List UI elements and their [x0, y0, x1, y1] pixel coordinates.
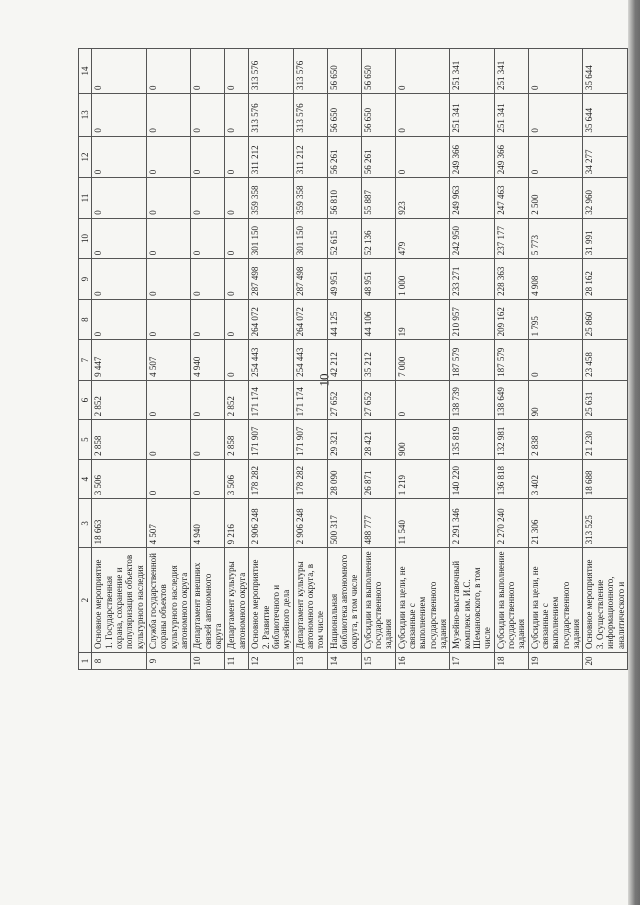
value-cell: 251 341 — [494, 49, 528, 94]
value-cell: 0 — [92, 136, 147, 178]
row-number: 8 — [92, 652, 147, 669]
row-number: 20 — [583, 652, 627, 669]
value-cell: 237 177 — [494, 218, 528, 259]
value-cell: 90 — [528, 380, 583, 419]
value-cell: 313 576 — [293, 93, 327, 136]
value-cell: 0 — [147, 218, 191, 259]
value-cell: 264 072 — [293, 299, 327, 340]
value-cell: 29 321 — [327, 420, 361, 459]
value-cell: 249 963 — [450, 178, 494, 219]
value-cell: 140 220 — [450, 459, 494, 498]
table-row — [147, 49, 191, 670]
value-cell: 27 652 — [361, 380, 395, 419]
value-cell: 2 906 248 — [293, 499, 327, 548]
column-header: 3 — [79, 499, 92, 548]
value-cell: 138 739 — [450, 380, 494, 419]
value-cell: 28 162 — [583, 259, 627, 300]
value-cell: 21 306 — [528, 499, 583, 548]
value-cell: 0 — [147, 259, 191, 300]
value-cell: 0 — [225, 93, 249, 136]
value-cell: 0 — [528, 93, 583, 136]
column-header: 8 — [79, 299, 92, 340]
table-row — [583, 49, 627, 670]
value-cell: 0 — [528, 136, 583, 178]
value-cell: 0 — [395, 93, 450, 136]
table-row — [293, 49, 327, 670]
value-cell: 132 981 — [494, 420, 528, 459]
value-cell: 171 174 — [249, 380, 293, 419]
value-cell: 0 — [92, 49, 147, 94]
value-cell: 4 940 — [191, 499, 225, 548]
value-cell: 2 500 — [528, 178, 583, 219]
value-cell: 359 358 — [293, 178, 327, 219]
value-cell: 313 525 — [583, 499, 627, 548]
value-cell: 52 136 — [361, 218, 395, 259]
row-name: Департамент культуры автономного округа, в том числе — [293, 548, 327, 653]
value-cell: 56 650 — [327, 93, 361, 136]
value-cell: 0 — [147, 49, 191, 94]
value-cell: 0 — [191, 178, 225, 219]
column-header: 9 — [79, 259, 92, 300]
row-name: Основное мероприятие 2. Развитие библиотечного и музейного дела — [249, 548, 293, 653]
value-cell: 56 261 — [327, 136, 361, 178]
value-cell: 251 341 — [450, 49, 494, 94]
value-cell: 0 — [147, 93, 191, 136]
column-header: 14 — [79, 49, 92, 94]
value-cell: 0 — [92, 299, 147, 340]
row-name: Субсидии на цели, не связанные с выполнением государственного задания — [528, 548, 583, 653]
value-cell: 4 507 — [147, 340, 191, 381]
value-cell: 56 810 — [327, 178, 361, 219]
column-header: 13 — [79, 93, 92, 136]
value-cell: 178 282 — [249, 459, 293, 498]
value-cell: 178 282 — [293, 459, 327, 498]
value-cell: 42 212 — [327, 340, 361, 381]
value-cell: 187 579 — [494, 340, 528, 381]
value-cell: 35 212 — [361, 340, 395, 381]
row-number: 17 — [450, 652, 494, 669]
value-cell: 138 649 — [494, 380, 528, 419]
value-cell: 171 907 — [293, 420, 327, 459]
value-cell: 56 261 — [361, 136, 395, 178]
value-cell: 0 — [225, 218, 249, 259]
value-cell: 3 402 — [528, 459, 583, 498]
value-cell: 0 — [92, 93, 147, 136]
value-cell: 264 072 — [249, 299, 293, 340]
value-cell: 2 291 346 — [450, 499, 494, 548]
value-cell: 1 795 — [528, 299, 583, 340]
value-cell: 3 506 — [92, 459, 147, 498]
value-cell: 2 906 248 — [249, 499, 293, 548]
value-cell: 49 951 — [327, 259, 361, 300]
column-header: 11 — [79, 178, 92, 219]
table-viewport — [78, 48, 626, 670]
value-cell: 35 644 — [583, 49, 627, 94]
value-cell: 287 498 — [249, 259, 293, 300]
value-cell: 32 960 — [583, 178, 627, 219]
value-cell: 209 162 — [494, 299, 528, 340]
row-name: Департамент культуры автономного округа — [225, 548, 249, 653]
row-name: Субсидии на цели, не связанные с выполнением государственного задания — [395, 548, 450, 653]
value-cell: 0 — [147, 380, 191, 419]
value-cell: 0 — [92, 259, 147, 300]
value-cell: 48 951 — [361, 259, 395, 300]
value-cell: 0 — [191, 259, 225, 300]
row-number: 19 — [528, 652, 583, 669]
value-cell: 0 — [191, 49, 225, 94]
value-cell: 242 950 — [450, 218, 494, 259]
row-name: Субсидии на выполнение государственного задания — [494, 548, 528, 653]
column-header: 1 — [79, 652, 92, 669]
value-cell: 2 858 — [92, 420, 147, 459]
page-number: 10 — [316, 373, 332, 387]
value-cell: 3 506 — [225, 459, 249, 498]
row-name: Национальная библиотека автономного округа, в том числе — [327, 548, 361, 653]
rotated-table-container — [78, 48, 626, 670]
value-cell: 7 000 — [395, 340, 450, 381]
value-cell: 56 650 — [361, 93, 395, 136]
value-cell: 0 — [191, 380, 225, 419]
row-number: 11 — [225, 652, 249, 669]
value-cell: 2 858 — [225, 420, 249, 459]
value-cell: 479 — [395, 218, 450, 259]
table-row — [395, 49, 450, 670]
value-cell: 136 818 — [494, 459, 528, 498]
value-cell: 27 652 — [327, 380, 361, 419]
column-header: 2 — [79, 548, 92, 653]
row-number: 18 — [494, 652, 528, 669]
value-cell: 0 — [225, 299, 249, 340]
value-cell: 210 957 — [450, 299, 494, 340]
value-cell: 0 — [191, 459, 225, 498]
value-cell: 18 663 — [92, 499, 147, 548]
row-name: Служба государственной охраны объектов культурного наследия автономного округа — [147, 548, 191, 653]
table-row — [528, 49, 583, 670]
row-number: 10 — [191, 652, 225, 669]
value-cell: 11 540 — [395, 499, 450, 548]
value-cell: 23 458 — [583, 340, 627, 381]
value-cell: 55 887 — [361, 178, 395, 219]
value-cell: 301 150 — [293, 218, 327, 259]
row-number: 14 — [327, 652, 361, 669]
row-name: Субсидии на выполнение государственного задания — [361, 548, 395, 653]
value-cell: 0 — [191, 218, 225, 259]
value-cell: 311 212 — [293, 136, 327, 178]
value-cell: 26 871 — [361, 459, 395, 498]
value-cell: 251 341 — [494, 93, 528, 136]
value-cell: 28 090 — [327, 459, 361, 498]
value-cell: 4 940 — [191, 340, 225, 381]
row-number: 9 — [147, 652, 191, 669]
value-cell: 900 — [395, 420, 450, 459]
value-cell: 247 463 — [494, 178, 528, 219]
row-number: 13 — [293, 652, 327, 669]
value-cell: 0 — [528, 340, 583, 381]
value-cell: 254 443 — [249, 340, 293, 381]
value-cell: 56 650 — [361, 49, 395, 94]
column-header: 5 — [79, 420, 92, 459]
value-cell: 0 — [147, 420, 191, 459]
value-cell: 31 991 — [583, 218, 627, 259]
scan-edge-shadow — [628, 0, 640, 905]
value-cell: 0 — [528, 49, 583, 94]
column-header: 12 — [79, 136, 92, 178]
value-cell: 0 — [225, 136, 249, 178]
header-row — [79, 49, 92, 670]
value-cell: 0 — [191, 136, 225, 178]
value-cell: 0 — [395, 49, 450, 94]
value-cell: 21 230 — [583, 420, 627, 459]
table-row — [327, 49, 361, 670]
value-cell: 301 150 — [249, 218, 293, 259]
table-row — [225, 49, 249, 670]
value-cell: 35 644 — [583, 93, 627, 136]
table-row — [450, 49, 494, 670]
value-cell: 313 576 — [249, 49, 293, 94]
value-cell: 233 271 — [450, 259, 494, 300]
row-name: Основное мероприятие 3. Осуществление информационного, аналитического и — [583, 548, 627, 653]
value-cell: 135 819 — [450, 420, 494, 459]
value-cell: 9 216 — [225, 499, 249, 548]
value-cell: 2 852 — [92, 380, 147, 419]
table-row — [92, 49, 147, 670]
value-cell: 1 000 — [395, 259, 450, 300]
column-header: 7 — [79, 340, 92, 381]
value-cell: 0 — [395, 380, 450, 419]
value-cell: 171 907 — [249, 420, 293, 459]
column-header: 10 — [79, 218, 92, 259]
value-cell: 56 650 — [327, 49, 361, 94]
column-header: 4 — [79, 459, 92, 498]
value-cell: 313 576 — [249, 93, 293, 136]
value-cell: 1 219 — [395, 459, 450, 498]
value-cell: 28 421 — [361, 420, 395, 459]
value-cell: 249 366 — [494, 136, 528, 178]
value-cell: 44 125 — [327, 299, 361, 340]
value-cell: 2 852 — [225, 380, 249, 419]
row-name: Основное мероприятие 1. Государственная охрана, сохранение и популяризация объектов культурного наследия — [92, 548, 147, 653]
value-cell: 0 — [92, 178, 147, 219]
value-cell: 52 615 — [327, 218, 361, 259]
row-number: 15 — [361, 652, 395, 669]
value-cell: 0 — [395, 136, 450, 178]
value-cell: 0 — [191, 420, 225, 459]
value-cell: 359 358 — [249, 178, 293, 219]
value-cell: 9 447 — [92, 340, 147, 381]
value-cell: 488 777 — [361, 499, 395, 548]
value-cell: 25 860 — [583, 299, 627, 340]
value-cell: 34 277 — [583, 136, 627, 178]
budget-table — [78, 48, 628, 670]
value-cell: 500 317 — [327, 499, 361, 548]
table-row — [494, 49, 528, 670]
value-cell: 19 — [395, 299, 450, 340]
table-row — [249, 49, 293, 670]
value-cell: 187 579 — [450, 340, 494, 381]
value-cell: 0 — [191, 299, 225, 340]
value-cell: 0 — [225, 178, 249, 219]
value-cell: 0 — [92, 218, 147, 259]
row-name: Музейно-выставочный комплекс им. И.С. Шемановского, в том числе — [450, 548, 494, 653]
table-body — [92, 49, 628, 670]
value-cell: 5 773 — [528, 218, 583, 259]
value-cell: 25 631 — [583, 380, 627, 419]
row-number: 12 — [249, 652, 293, 669]
value-cell: 171 174 — [293, 380, 327, 419]
value-cell: 923 — [395, 178, 450, 219]
value-cell: 0 — [225, 49, 249, 94]
value-cell: 251 341 — [450, 93, 494, 136]
table-row — [191, 49, 225, 670]
row-number: 16 — [395, 652, 450, 669]
value-cell: 0 — [147, 136, 191, 178]
value-cell: 0 — [225, 259, 249, 300]
value-cell: 311 212 — [249, 136, 293, 178]
value-cell: 44 106 — [361, 299, 395, 340]
value-cell: 0 — [147, 178, 191, 219]
value-cell: 0 — [147, 299, 191, 340]
value-cell: 249 366 — [450, 136, 494, 178]
value-cell: 0 — [147, 459, 191, 498]
value-cell: 2 270 240 — [494, 499, 528, 548]
value-cell: 228 363 — [494, 259, 528, 300]
value-cell: 18 688 — [583, 459, 627, 498]
value-cell: 0 — [225, 340, 249, 381]
value-cell: 0 — [191, 93, 225, 136]
value-cell: 4 908 — [528, 259, 583, 300]
value-cell: 287 498 — [293, 259, 327, 300]
value-cell: 4 507 — [147, 499, 191, 548]
table-row — [361, 49, 395, 670]
value-cell: 2 838 — [528, 420, 583, 459]
value-cell: 313 576 — [293, 49, 327, 94]
row-name: Департамент внешних связей автономного округа — [191, 548, 225, 653]
value-cell: 254 443 — [293, 340, 327, 381]
column-header: 6 — [79, 380, 92, 419]
